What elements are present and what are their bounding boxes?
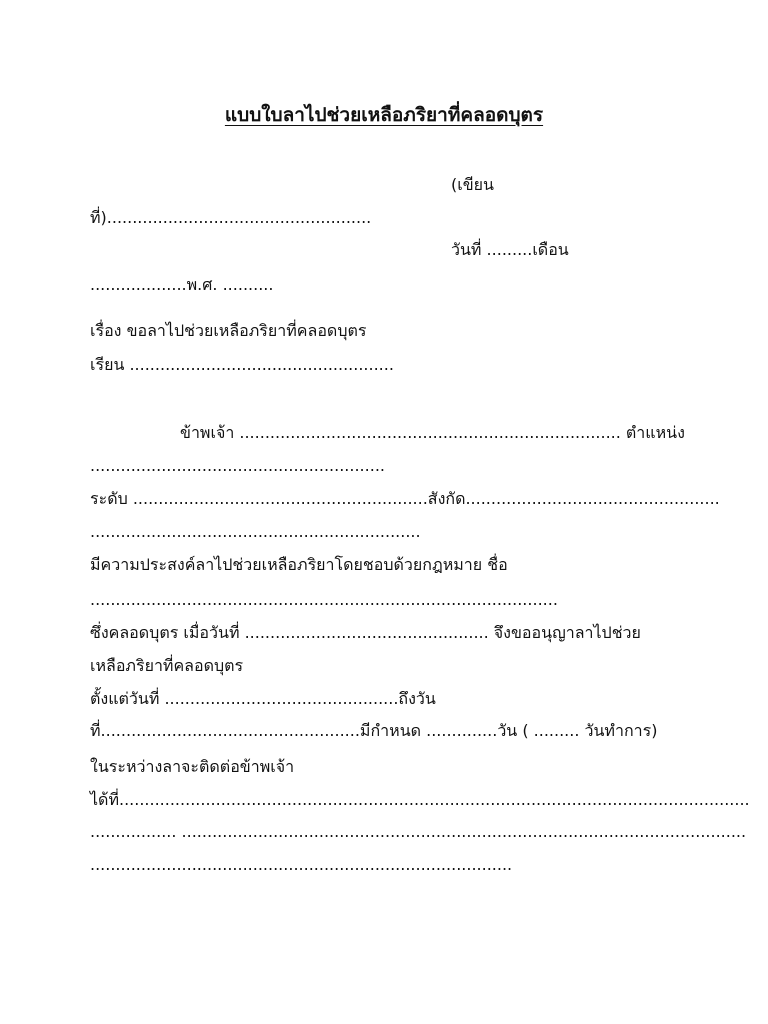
leave-start-line: ตั้งแต่วันที่ ..............................................ถึงวัน [90,689,436,708]
purpose-continued: เหลือภริยาที่คลอดบุตร [90,656,244,675]
contact-label: ในระหว่างลาจะติดต่อข้าพเจ้า [90,757,295,776]
affiliation-continued: ................................................................. [90,522,421,541]
date-day-month: วันที่ .........เดือน [451,240,569,259]
position-field: .......................................................... [90,456,385,475]
wife-name-field: ............................................................................................ [90,590,558,609]
level-affiliation: ระดับ ..........................................................สังกัด.................................................. [90,489,720,508]
applicant-name-position: ข้าพเจ้า ........................................................................... ตำแหน่ง [180,423,685,442]
date-year: ...................พ.ศ. .......... [90,275,274,294]
subject-line: เรื่อง ขอลาไปช่วยเหลือภริยาที่คลอดบุตร [90,321,367,340]
write-at-field: ที่).................................................... [90,208,372,227]
leave-end-duration: ที่...................................................มีกำหนด ..............วัน ( ......... วันทำการ) [90,721,658,740]
write-at-label: (เขียน [451,175,494,194]
contact-address-field: ได้ที่............................................................................................................................ [90,790,750,809]
recipient-line: เรียน .................................................... [90,355,394,374]
document-title: แบบใบลาไปช่วยเหลือภริยาที่คลอดบุตร [224,104,544,126]
purpose-line: มีความประสงค์ลาไปช่วยเหลือภริยาโดยชอบด้วยกฎหมาย ชื่อ [90,555,508,574]
contact-address-continued: ................. ............................................................................................................... [90,822,747,841]
birth-date-line: ซึ่งคลอดบุตร เมื่อวันที่ ................................................ จึงขออนุญาลาไปช่วย [90,623,641,642]
contact-address-end: ................................................................................... [90,855,513,874]
